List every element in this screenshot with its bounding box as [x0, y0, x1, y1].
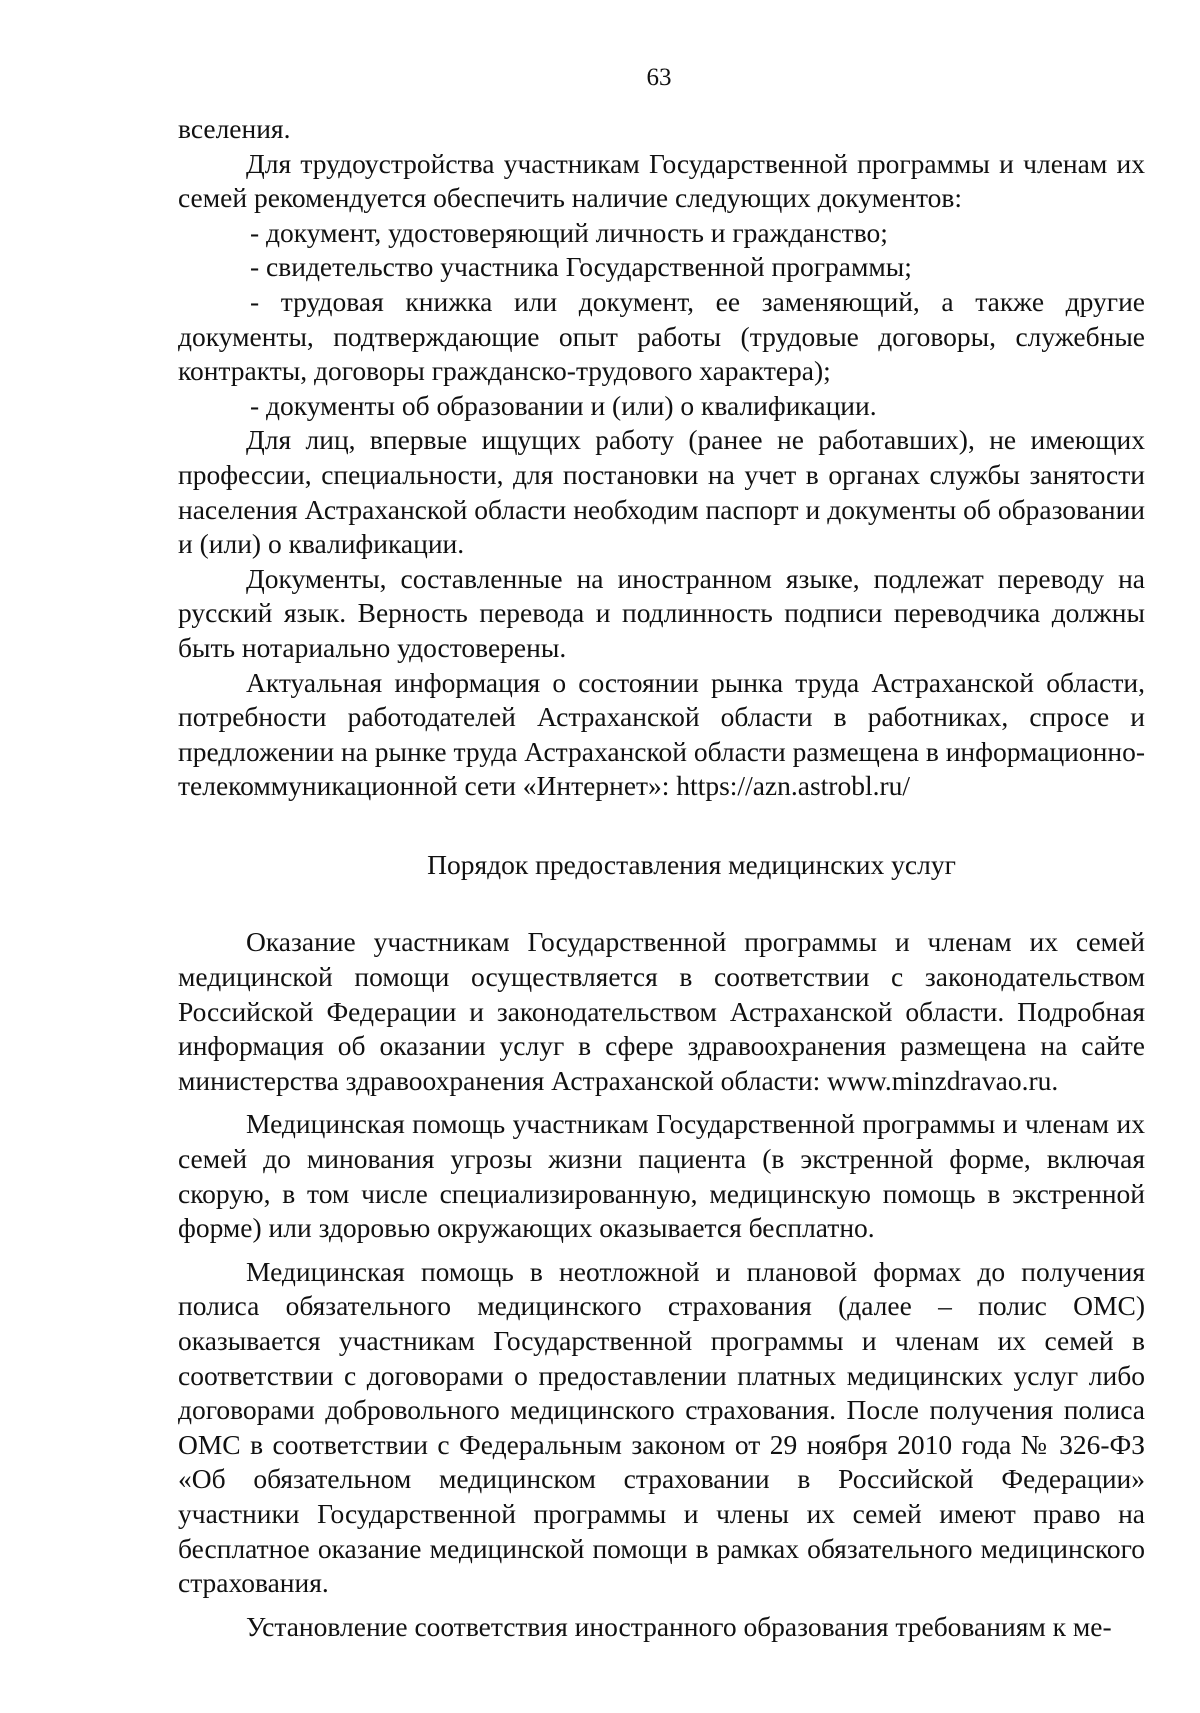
education-recognition-paragraph: Установление соответствия иностранного образования требованиям к ме- — [246, 1610, 1112, 1642]
list-item-certificate: - свидетельство участника Государственной программы; — [250, 251, 912, 283]
emergency-care-paragraph: Медицинская помощь участникам Государственной программы и членам их семей до минования угрозы жизни пациента (в экстренной форме, включая скорую, в том числе специализированную, медицинскую помощь в экстренной форме) или здоровью окружающих оказывается бесплатно. — [178, 1108, 1145, 1244]
documents-intro-paragraph: Для трудоустройства участникам Государственной программы и членам их семей рекомендуется обеспечить наличие следующих документов: — [178, 147, 1145, 214]
first-job-paragraph: Для лиц, впервые ищущих работу (ранее не работавших), не имеющих профессии, специальности, для постановки на учет в органах службы занятости населения Астраханской области необходим паспорт и документы об образовании и (или) о квалификации. — [178, 424, 1145, 560]
section-heading-medical: Порядок предоставления медицинских услуг — [427, 848, 956, 880]
document-body — [178, 112, 1145, 1644]
list-item-identity: - документ, удостоверяющий личность и гражданство; — [250, 216, 888, 248]
carryover-text: вселения. — [178, 113, 291, 144]
translation-paragraph: Документы, составленные на иностранном языке, подлежат переводу на русский язык. Верность перевода и подлинность подписи переводчика должны быть нотариально удостоверены. — [178, 562, 1145, 663]
page-number: 63 — [646, 64, 672, 91]
labour-market-paragraph: Актуальная информация о состоянии рынка труда Астраханской области, потребности работодателей Астраханской области в работниках, спросе и предложении на рынке труда Астраханской области размещена в информационно-телекоммуникационной сети «Интернет»: https://azn.astrobl.ru/ — [178, 666, 1145, 802]
list-item-education: - документы об образовании и (или) о квалификации. — [250, 389, 877, 421]
planned-care-paragraph: Медицинская помощь в неотложной и плановой формах до получения полиса обязательного медицинского страхования (далее – полис ОМС) оказывается участникам Государственной программы и членам их семей в соответствии с договорами о предоставлении платных медицинских услуг либо договорами добровольного медицинского страхования. После получения полиса ОМС в соответствии с Федеральным законом от 29 ноября 2010 года № 326-ФЗ «Об обязательном медицинском страховании в Российской Федерации» участники Государственной программы и члены их семей имеют право на бесплатное оказание медицинской помощи в рамках обязательного медицинского страхования. — [178, 1255, 1145, 1599]
list-item-workbook: - трудовая книжка или документ, ее заменяющий, а также другие документы, подтверждающие опыт работы (трудовые договоры, служебные контракты, договоры гражданско-трудового характера); — [178, 285, 1145, 387]
medical-assistance-paragraph: Оказание участникам Государственной программы и членам их семей медицинской помощи осуществляется в соответствии с законодательством Российской Федерации и законодательством Астраханской области. Подробная информация об оказании услуг в сфере здравоохранения размещена на сайте министерства здравоохранения Астраханской области: www.minzdravao.ru. — [178, 926, 1145, 1096]
